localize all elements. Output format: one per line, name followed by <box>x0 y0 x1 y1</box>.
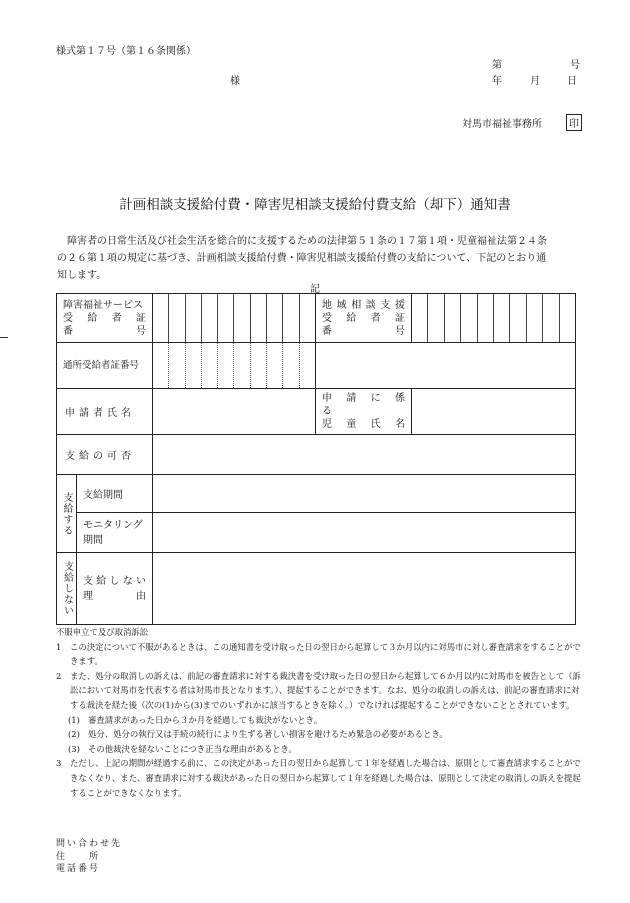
day-care-number-label: 通所受給者証番号 <box>57 343 153 389</box>
monitoring-period-field[interactable] <box>153 513 576 553</box>
contact-block <box>56 838 122 876</box>
appeal-section <box>56 625 586 800</box>
recipient-number-label: 障害福祉サービス 受 給 者 証 番 号 <box>57 294 153 343</box>
no-supply-reason-label: 支給しない 理 由 <box>77 553 153 625</box>
regional-number-label: 地域相談支援 受 給 者 証 番 号 <box>316 294 412 343</box>
body-line-3: 知します。 <box>57 270 107 281</box>
appeal-item-2: 2 また、処分の取消しの訴えは、前記の審査請求に対する裁決書を受け取った日の翌日から起算して６か月以内に対馬市を被告として（訴訟において対馬市を代表する者は対馬市長となります。）、提起することができます。なお、処分の取消しの訴えは、前記の審査請求に対する裁決を経た後（次の(1)から(3)までのいずれかに該当するときを除く。）でなければ提起することができないこととされています。 <box>56 670 581 710</box>
body-paragraph <box>57 233 585 284</box>
date-tsuki: 月 <box>530 76 540 87</box>
body-line-2: の２６第１項の規定に基づき、計画相談支援給付費・障害児相談支援給付費の支給について、下記のとおり通 <box>57 253 547 264</box>
addressee-sama: 様 <box>230 76 240 87</box>
issuer-name: 対馬市福祉事務所 <box>462 119 542 130</box>
address-label: 住 所 <box>56 851 101 862</box>
document-title: 計画相談支援給付費・障害児相談支援給付費支給（却下）通知書 <box>119 197 511 213</box>
applicant-name-label: 申請者氏名 <box>57 389 153 435</box>
notice-table <box>56 293 576 625</box>
appeal-subitem-2: (2) 処分、処分の執行又は手続の続行により生ずる著しい損害を避けるため緊急の必要があるとき。 <box>68 729 448 740</box>
appeal-subitem-1: (1) 審査請求があった日から３か月を経過しても裁決がないとき。 <box>68 714 323 725</box>
no-supply-reason-field[interactable] <box>153 553 576 625</box>
inquiry-label: 問い合わせ先 <box>56 839 123 849</box>
day-care-number-cells[interactable] <box>153 343 316 389</box>
appeal-item-1: 1 この決定について不服があるときは、この通知書を受け取った日の翌日から起算して３か月以内に対馬市に対し審査請求をすることができます。 <box>56 641 581 667</box>
supply-group-label: 支給する <box>57 475 77 553</box>
recipient-number-cells[interactable] <box>153 294 316 343</box>
form-number: 様式第１７号（第１６条関係） <box>56 46 196 57</box>
payment-decision-label: 支給の可否 <box>57 435 153 475</box>
date-nen: 年 <box>492 76 502 87</box>
appeal-item-3: 3 ただし、上記の期間が経過する前に、この決定があった日の翌日から起算して１年を経過した場合は、原則として審査請求することができなくなり、また、審査請求に対する裁決があった日の翌日から起算して１年を経過した場合は、原則として決定の取消しの訴えを提起することができなくなります。 <box>56 758 581 798</box>
regional-number-cells[interactable] <box>412 294 576 343</box>
applicant-name-field[interactable] <box>153 389 316 435</box>
seal-box: 印 <box>566 114 582 131</box>
supply-period-field[interactable] <box>153 475 576 513</box>
appeal-heading: 不服申立て及び取消訴訟 <box>56 627 149 637</box>
margin-mark <box>0 337 8 338</box>
body-line-1: 障害者の日常生活及び社会生活を総合的に支援するための法律第５１条の１７第１項・児童福祉法第２４条 <box>67 236 547 247</box>
supply-period-label: 支給期間 <box>77 475 153 513</box>
monitoring-period-label: モニタリング 期間 <box>77 513 153 553</box>
ki-label: 記 <box>310 284 320 295</box>
number-go: 号 <box>570 60 580 71</box>
child-name-field[interactable] <box>412 389 576 435</box>
child-name-label: 申 請 に 係 る 児 童 氏 名 <box>316 389 412 435</box>
payment-decision-field[interactable] <box>153 435 576 475</box>
appeal-subitem-3: (3) その他裁決を経ないことにつき正当な理由があるとき。 <box>68 743 297 754</box>
phone-label: 電話番号 <box>56 864 101 874</box>
day-care-blank <box>316 343 576 389</box>
date-hi: 日 <box>567 76 577 87</box>
no-supply-group-label: 支給しない <box>57 553 77 625</box>
number-dai: 第 <box>492 60 502 71</box>
